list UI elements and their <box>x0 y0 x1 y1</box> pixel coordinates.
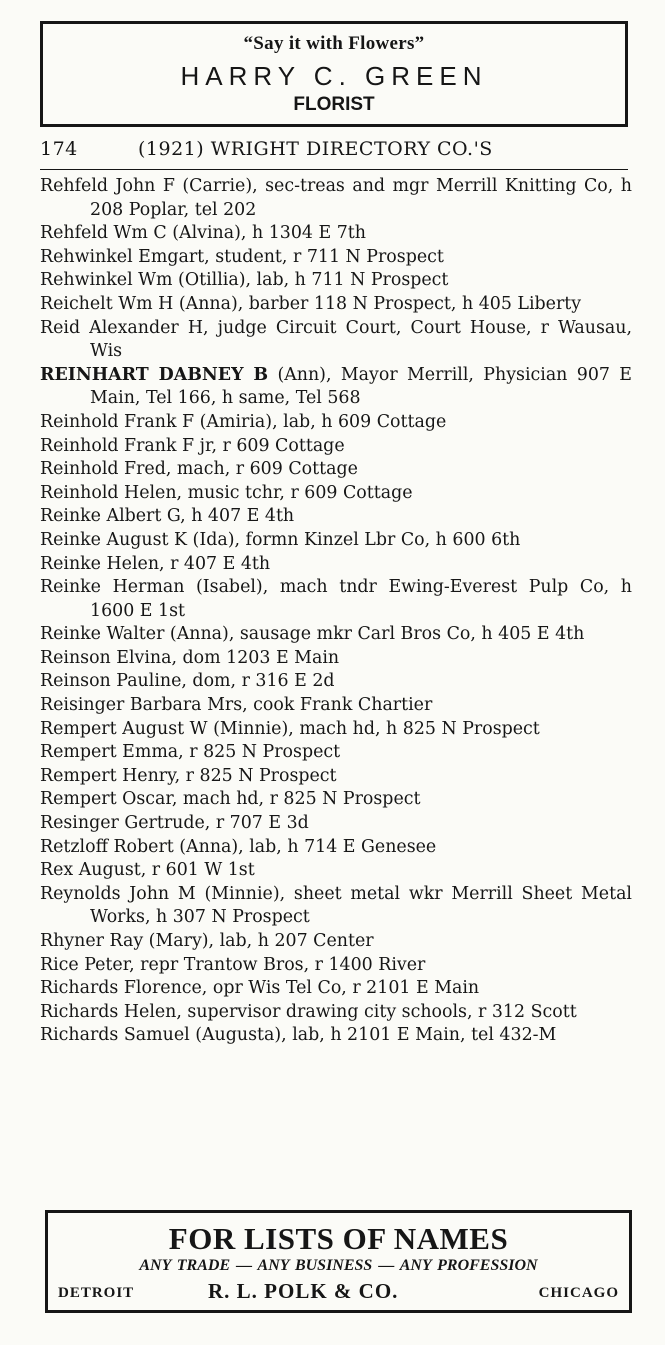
directory-entry: Reinke August K (Ida), formn Kinzel Lbr Co, h 600 6th <box>40 529 521 550</box>
ad-company-name: R. L. POLK & CO. <box>208 1279 399 1303</box>
directory-entry: Reid Alexander H, judge Circuit Court, Court House, r Wausau, Wis <box>40 317 632 362</box>
directory-entry: Reinson Elvina, dom 1203 E Main <box>40 647 340 668</box>
directory-entry: Rehfeld Wm C (Alvina), h 1304 E 7th <box>40 223 366 244</box>
directory-entry: Reinke Helen, r 407 E 4th <box>40 553 271 574</box>
directory-entry: Reinke Albert G, h 407 E 4th <box>40 506 295 527</box>
directory-entry: Reynolds John M (Minnie), sheet metal wkr Merrill Sheet Metal Works, h 307 N Prospect <box>40 883 632 928</box>
directory-entries <box>40 175 632 1048</box>
directory-entry: Rice Peter, repr Trantow Bros, r 1400 River <box>40 954 426 975</box>
entry-bold-name: REINHART DABNEY B <box>40 364 269 385</box>
directory-entry: Rhyner Ray (Mary), lab, h 207 Center <box>40 931 374 951</box>
ad-trade: FLORIST <box>293 94 375 115</box>
ad-tagline: ANY TRADE — ANY BUSINESS — ANY PROFESSION <box>139 1257 538 1274</box>
directory-entry: Rempert August W (Minnie), mach hd, h 825 N Prospect <box>40 718 540 739</box>
directory-entry: Reinke Walter (Anna), sausage mkr Carl Bros Co, h 405 E 4th <box>40 624 585 645</box>
directory-entry: Richards Samuel (Augusta), lab, h 2101 E Main, tel 432-M <box>40 1025 557 1046</box>
ad-business-name: HARRY C. GREEN <box>180 61 488 91</box>
header-rule <box>40 169 628 170</box>
ad-headline: FOR LISTS OF NAMES <box>168 1221 509 1256</box>
directory-entry: Reinhold Fred, mach, r 609 Cottage <box>40 459 358 480</box>
directory-entry: Rempert Oscar, mach hd, r 825 N Prospect <box>40 789 421 810</box>
directory-entry: Rehwinkel Emgart, student, r 711 N Prospect <box>40 246 444 267</box>
ad-footer <box>58 1274 619 1304</box>
directory-entry: Rex August, r 601 W 1st <box>40 860 255 881</box>
florist-advertisement <box>40 21 628 127</box>
directory-title: (1921) WRIGHT DIRECTORY CO.'S <box>138 138 493 160</box>
directory-entry: Richards Helen, supervisor drawing city schools, r 312 Scott <box>40 1001 577 1022</box>
directory-entry: Resinger Gertrude, r 707 E 3d <box>40 813 309 834</box>
directory-entry: Reisinger Barbara Mrs, cook Frank Chartier <box>40 695 433 716</box>
directory-entry: Reichelt Wm H (Anna), barber 118 N Prospect, h 405 Liberty <box>40 293 582 314</box>
ad-slogan: “Say it with Flowers” <box>243 33 425 54</box>
directory-entry: Rehwinkel Wm (Otillia), lab, h 711 N Prospect <box>40 270 449 291</box>
directory-entry: Reinhold Helen, music tchr, r 609 Cottage <box>40 482 413 503</box>
directory-entry: Rempert Emma, r 825 N Prospect <box>40 742 341 763</box>
directory-entry-featured: REINHART DABNEY B (Ann), Mayor Merrill, Physician 907 E Main, Tel 166, h same, Tel 568 <box>40 364 632 409</box>
page-number: 174 <box>40 138 78 160</box>
directory-entry: Richards Florence, opr Wis Tel Co, r 2101 E Main <box>40 978 480 999</box>
directory-entry: Rehfeld John F (Carrie), sec-treas and mgr Merrill Knitting Co, h 208 Poplar, tel 202 <box>40 176 632 220</box>
directory-entry: Retzloff Robert (Anna), lab, h 714 E Genesee <box>40 836 437 857</box>
directory-entry: Reinhold Frank F jr, r 609 Cottage <box>40 435 345 456</box>
polk-advertisement <box>45 1210 632 1313</box>
ad-city-detroit: DETROIT <box>58 1285 135 1301</box>
directory-entry: Reinhold Frank F (Amiria), lab, h 609 Cottage <box>40 411 447 432</box>
directory-entry: Rempert Henry, r 825 N Prospect <box>40 765 337 786</box>
ad-city-chicago: CHICAGO <box>538 1285 619 1301</box>
page-header <box>40 138 628 164</box>
directory-entry: Reinson Pauline, dom, r 316 E 2d <box>40 671 335 692</box>
directory-entry: Reinke Herman (Isabel), mach tndr Ewing-Everest Pulp Co, h 1600 E 1st <box>40 577 632 621</box>
